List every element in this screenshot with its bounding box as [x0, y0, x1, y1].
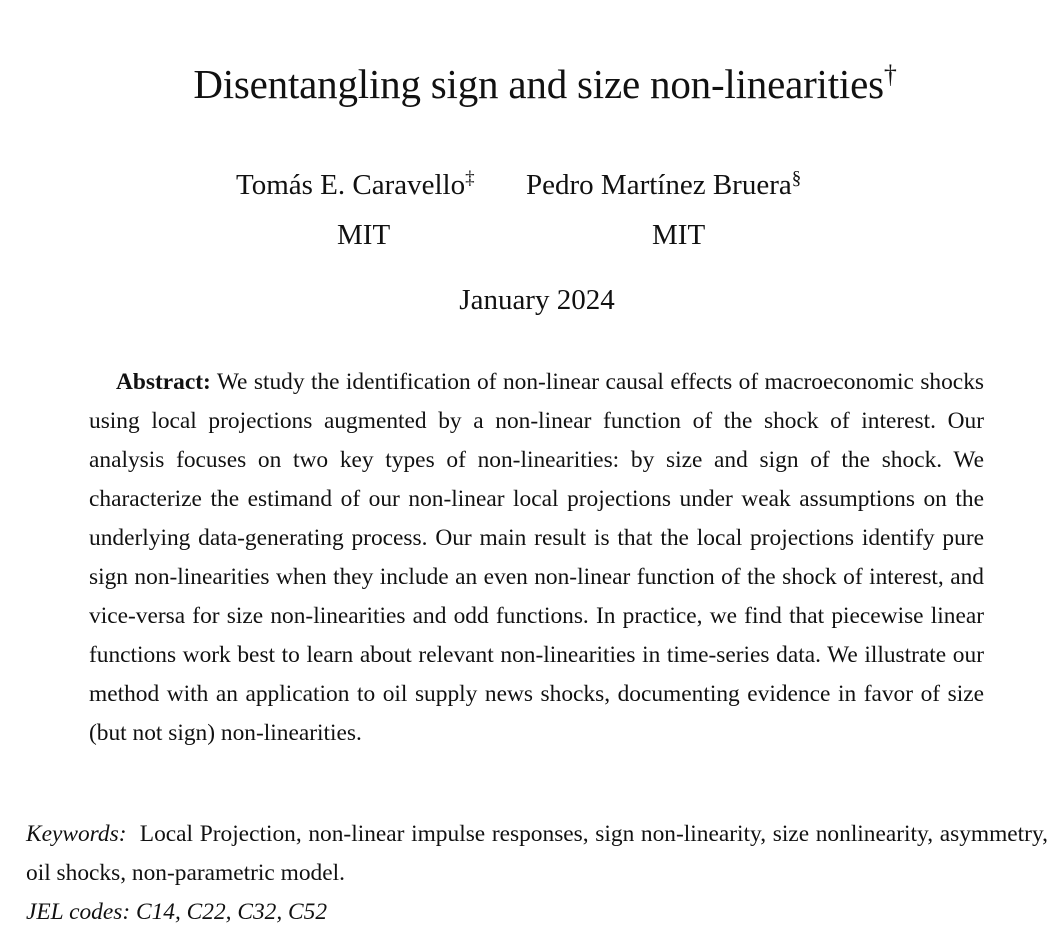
author-2 [526, 167, 801, 203]
title-footnote-mark: † [883, 60, 897, 89]
author-1-affiliation: MIT [337, 219, 391, 251]
author-1-name: Tomás E. Caravello [236, 169, 466, 201]
keywords-label: Keywords: [26, 821, 127, 847]
author-2-footnote-mark: § [791, 168, 802, 189]
keywords-text: Local Projection, non-linear impulse responses, sign non-linearity, size nonlinearity, asymmetry, oil shocks, non-parametric model. [26, 821, 1048, 886]
paper-date: January 2024 [459, 284, 615, 316]
paper-title [0, 58, 1056, 110]
paper-title-text: Disentangling sign and size non-linearities [193, 61, 884, 107]
author-2-affiliation: MIT [652, 219, 706, 251]
jel-codes: JEL codes: C14, C22, C32, C52 [26, 899, 328, 925]
abstract-text: We study the identification of non-linear causal effects of macroeconomic shocks using local projections augmented by a non-linear function of the shock of interest. Our analysis focuses on two key types of non-linearities: by size and sign of the shock. We characterize the estimand of our non-linear local projections under weak assumptions on the underlying data-generating process. Our main result is that the local projections identify pure sign non-linearities when they include an even non-linear function of the shock of interest, and vice-versa for size non-linearities and odd functions. In practice, we find that piecewise linear functions work best to learn about relevant non-linearities in time-series data. We illustrate our method with an application to oil supply news shocks, documenting evidence in favor of size (but not sign) non-linearities. [89, 369, 984, 746]
keywords [26, 815, 1048, 893]
author-1-footnote-mark: ‡ [465, 168, 475, 189]
abstract-label: Abstract: [116, 369, 211, 395]
author-1 [236, 167, 475, 203]
author-2-name: Pedro Martínez Bruera [526, 169, 792, 201]
abstract [89, 363, 984, 753]
